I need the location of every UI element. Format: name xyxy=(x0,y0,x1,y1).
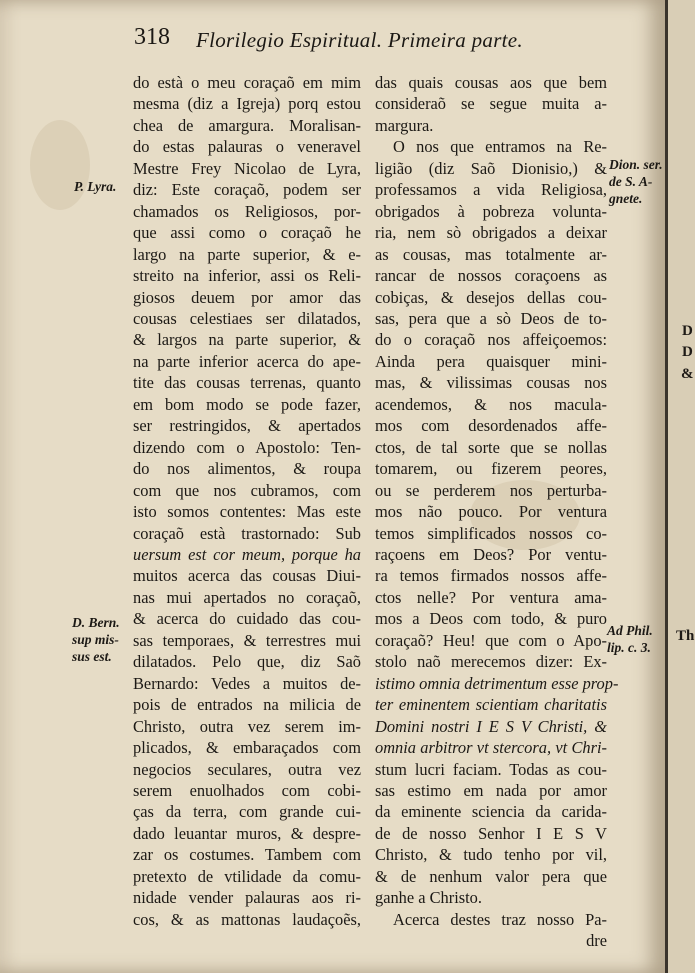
text-line: Christo, & tudo tenho por vil, xyxy=(375,845,607,865)
text-line: chea de amargura. Moralisan- xyxy=(133,115,361,135)
text-line: obrigados à pobreza volunta- xyxy=(375,201,607,221)
text-line: muitos acerca das cousas Diui- xyxy=(133,566,361,586)
text-line: cousas celestiaes ser dilatados, xyxy=(133,308,361,328)
page-header xyxy=(134,24,554,56)
text-line: pois de entrados na milicia de xyxy=(133,695,361,715)
text-line: na parte inferior acerca do ape- xyxy=(133,351,361,371)
text-line: mos não pouco. Por ventura xyxy=(375,502,607,522)
text-line: giosos deuem por amor das xyxy=(133,287,361,307)
text-line: mos a Deos com todo, & puro xyxy=(375,609,607,629)
text-line: stum lucri faciam. Todas as cou- xyxy=(375,759,607,779)
paper-stain xyxy=(30,120,90,210)
adjacent-page-fragment: D xyxy=(682,344,693,360)
text-line: de de nosso Senhor I E S V xyxy=(375,823,607,843)
text-line: & de nenhum valor pera que xyxy=(375,866,607,886)
margin-note-line: de S. A- xyxy=(609,174,653,189)
text-line: & acerca do cuidado das cou- xyxy=(133,609,361,629)
text-line: do o coraçaõ nos affeiçoemos: xyxy=(375,330,607,350)
text-line: sas, pera que a sò Deos de to- xyxy=(375,308,607,328)
text-line: isto somos contentes: Mas este xyxy=(133,502,361,522)
text-line: que assi como o coraçaõ he xyxy=(133,223,361,243)
text-line: Bernardo: Vedes a muitos de- xyxy=(133,673,361,693)
text-line: diz: Este coraçaõ, podem ser xyxy=(133,180,361,200)
text-line: cos, & as mattonas laudaçoẽs, xyxy=(133,909,361,929)
text-line: dizendo com o Apostolo: Ten- xyxy=(133,437,361,457)
margin-note-line: P. Lyra. xyxy=(74,179,117,194)
text-line: negocios seculares, outra vez xyxy=(133,759,361,779)
adjacent-page-fragment: & xyxy=(681,366,694,382)
left-column xyxy=(133,72,361,930)
text-line: com que nos cubramos, com xyxy=(133,480,361,500)
right-column xyxy=(375,72,619,952)
text-line: em bom modo se pode fazer, xyxy=(133,394,361,414)
text-line: ças da terra, com grande cui- xyxy=(133,802,361,822)
text-line: coraçaõ està trastornado: Sub xyxy=(133,523,361,543)
text-line: ou se perderem nos perturba- xyxy=(375,480,607,500)
text-line: ganhe a Christo. xyxy=(375,888,482,908)
text-line: raçoens em Deos? Por ventu- xyxy=(375,544,607,564)
text-line: temos simplificados nossos co- xyxy=(375,523,607,543)
page-number: 318 xyxy=(134,24,170,50)
adjacent-page-edge xyxy=(665,0,695,973)
margin-note-line: gnete. xyxy=(609,191,643,206)
margin-note-dionisio xyxy=(609,156,663,207)
margin-note-line: sus est. xyxy=(72,649,112,664)
text-line: coraçaõ? Heu! que com o Apo- xyxy=(375,630,607,650)
text-line: streito na inferior, assi os Reli- xyxy=(133,266,361,286)
text-line: chamados os Religiosos, por- xyxy=(133,201,361,221)
text-line: margura. xyxy=(375,115,434,135)
margin-note-line: lip. c. 3. xyxy=(607,640,651,655)
text-line: & largos na parte superior, & xyxy=(133,330,361,350)
text-line: dilatados. Pelo que, diz Saõ xyxy=(133,652,361,672)
text-line: nas mui apertados no coraçaõ, xyxy=(133,587,361,607)
text-line: serem enuolhados com cobi- xyxy=(133,780,361,800)
running-title: Florilegio Espiritual. Primeira parte. xyxy=(196,28,523,52)
text-line: Mestre Frey Nicolao de Lyra, xyxy=(133,158,361,178)
text-line: largo na parte superior, & e- xyxy=(133,244,361,264)
text-line: ligião (diz Saõ Dionisio,) & xyxy=(375,158,607,178)
text-line: ser restringidos, & apertados xyxy=(133,416,361,436)
text-line: stolo naõ merecemos dizer: Ex- xyxy=(375,652,607,672)
adjacent-page-fragment: D xyxy=(682,323,693,339)
text-line: da eminente sciencia da carida- xyxy=(375,802,607,822)
margin-note-line: D. Bern. xyxy=(72,615,120,630)
text-line: Domini nostri I E S V Christi, & xyxy=(375,716,607,736)
margin-note-line: Dion. ser. xyxy=(609,157,663,172)
text-line: rancar de nossos coraçoens as xyxy=(375,266,607,286)
text-line: cobiças, & desejos dellas cou- xyxy=(375,287,607,307)
margin-note-line: sup mis- xyxy=(72,632,119,647)
text-line: omnia arbitror vt stercora, vt Chri- xyxy=(375,738,607,758)
text-line: tite das cousas terrenas, quanto xyxy=(133,373,361,393)
text-line: uersum est cor meum, porque ha xyxy=(133,544,361,564)
text-line: ctos, de tal sorte que se nollas xyxy=(375,437,607,457)
text-line: sas estimo em nada por amor xyxy=(375,780,607,800)
text-line: as cousas, mas totalmente ar- xyxy=(375,244,607,264)
text-line: professamos a vida Religiosa, xyxy=(375,180,607,200)
text-line: acendemos, & nos macula- xyxy=(375,394,607,414)
text-line: ctos nelle? Por ventura ama- xyxy=(375,587,607,607)
text-line: tomarem, ou fizerem peores, xyxy=(375,459,607,479)
text-line: do està o meu coraçaõ em mim xyxy=(133,73,361,92)
margin-note-lyra xyxy=(74,178,116,195)
text-line: dado leuantar muros, & despre- xyxy=(133,823,361,843)
text-line: ria, nem sò obrigados a deixar xyxy=(375,223,607,243)
adjacent-page-fragment: Th xyxy=(676,628,695,644)
text-line: Christo, outra vez serem im- xyxy=(133,716,361,736)
text-line: Ainda pera quaisquer mini- xyxy=(375,351,607,371)
text-line: plicados, & embaraçados com xyxy=(133,738,361,758)
text-line: mesma (diz a Igreja) porq estou xyxy=(133,94,361,114)
margin-note-line: Ad Phil. xyxy=(607,623,653,638)
text-line: zar os costumes. Tambem com xyxy=(133,845,361,865)
text-line: Acerca destes traz nosso Pa- xyxy=(393,909,607,929)
text-line: O nos que entramos na Re- xyxy=(393,137,607,157)
margin-note-philippians xyxy=(607,622,653,656)
text-line: pretexto de vtilidade da comu- xyxy=(133,866,361,886)
text-line: istimo omnia detrimentum esse prop- xyxy=(375,673,619,693)
margin-note-bernardo xyxy=(72,614,120,665)
text-line: mos com desordenados affe- xyxy=(375,416,607,436)
text-line: do estas palauras o veneravel xyxy=(133,137,361,157)
text-line: sas temporaes, & terrestres mui xyxy=(133,630,361,650)
text-line: nidade vender palauras aos ri- xyxy=(133,888,361,908)
text-line: das quais cousas aos que bem xyxy=(375,73,607,92)
catchword: dre xyxy=(586,931,607,951)
text-line: mas, & vilissimas cousas nos xyxy=(375,373,607,393)
text-line: do nos alimentos, & roupa xyxy=(133,459,361,479)
text-line: consideraõ se segue muita a- xyxy=(375,94,607,114)
text-line: ter eminentem scientiam charitatis xyxy=(375,695,607,715)
text-line: ra temos firmados nossos affe- xyxy=(375,566,607,586)
